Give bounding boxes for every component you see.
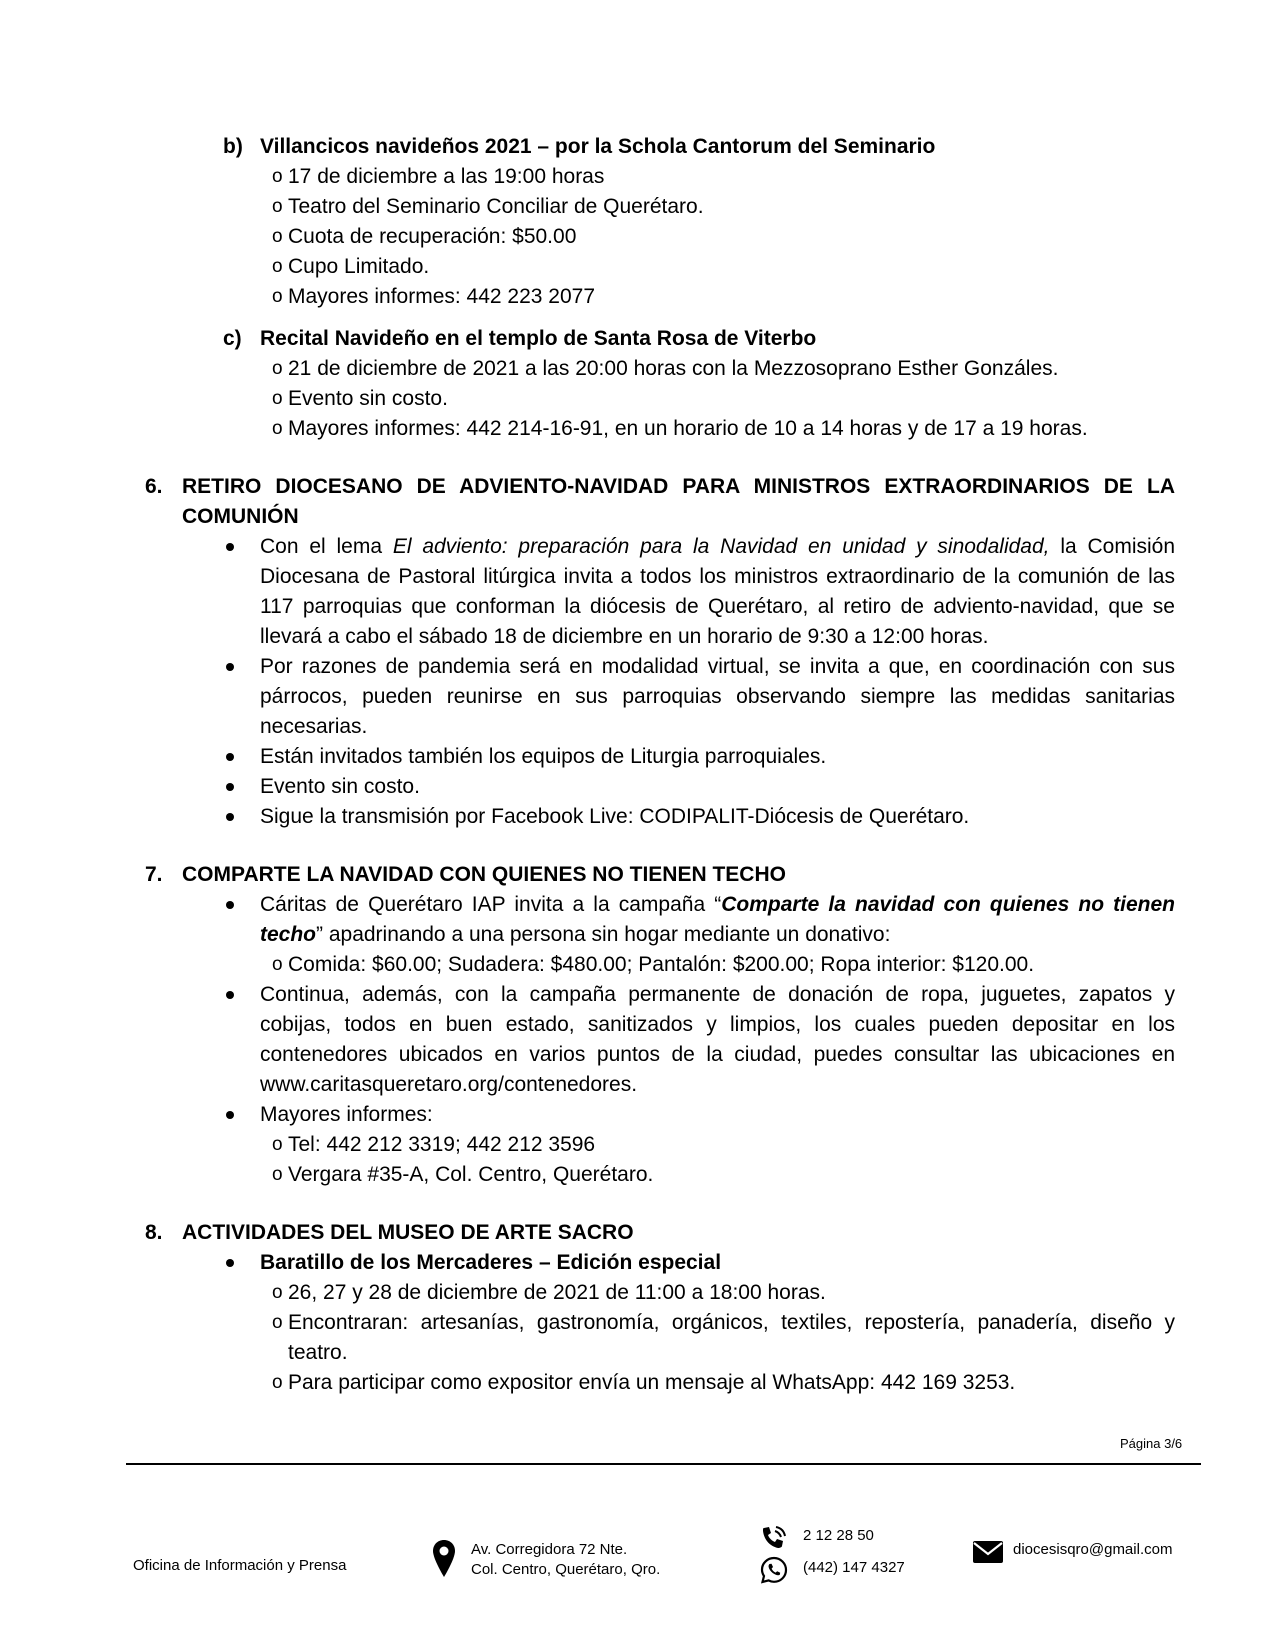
event-title: Baratillo de los Mercaderes – Edición especial [260, 1251, 722, 1274]
list-item: o Cuota de recuperación: $50.00 [272, 222, 1175, 252]
sub-list [260, 1278, 1175, 1398]
list-item: o Para participar como expositor envía un mensaje al WhatsApp: 442 169 3253. [272, 1368, 1175, 1398]
list-item: o 21 de diciembre de 2021 a las 20:00 horas con la Mezzosoprano Esther Gonzáles. [272, 354, 1175, 384]
subsection-list [260, 354, 1175, 444]
list-item [260, 532, 1175, 652]
list-item: Continua, además, con la campaña permanente de donación de ropa, juguetes, zapatos y cobijas, todos en buen estado, sanitizados y limpios, los cuales pueden depositar en los contenedores ubicados en varios puntos de la ciudad, puedes consultar las ubicaciones en www.caritasqueretaro.org/contenedores. [260, 980, 1175, 1100]
list-item-text: Cáritas de Querétaro IAP invita a la campaña “ [260, 893, 722, 916]
list-item: Están invitados también los equipos de Liturgia parroquiales. [260, 742, 1175, 772]
page-number: Página 3/6 [1120, 1436, 1183, 1451]
section-7 [145, 860, 1175, 1190]
motto-text: El adviento: preparación para la Navidad en unidad y sinodalidad, [392, 535, 1050, 558]
office-name: Oficina de Información y Prensa [133, 1557, 347, 1574]
list-item [260, 890, 1175, 980]
subsection-list [260, 162, 1175, 312]
section-8 [145, 1218, 1175, 1398]
list-item: o 17 de diciembre a las 19:00 horas [272, 162, 1175, 192]
sub-list [260, 950, 1175, 980]
subsection-c [145, 324, 1175, 444]
list-item: o Cupo Limitado. [272, 252, 1175, 282]
list-item: Por razones de pandemia será en modalidad virtual, se invita a que, en coordinación con sus párrocos, pueden reunirse en sus parroquias observando siempre las medidas sanitarias necesarias. [260, 652, 1175, 742]
email-address[interactable]: diocesisqro@gmail.com [1013, 1541, 1173, 1558]
list-item-text: la Comisión Diocesana de Pastoral litúrgica invita a todos los ministros extraordinario de la comunión de las 117 parroquias que conforman la diócesis de Querétaro, al retiro de adviento-navidad, que se llevará a cabo el sábado 18 de diciembre en un horario de 9:30 a 12:00 horas. [260, 535, 1176, 648]
list-item: o Teatro del Seminario Conciliar de Querétaro. [272, 192, 1175, 222]
list-item: o Mayores informes: 442 214-16-91, en un horario de 10 a 14 horas y de 17 a 19 horas. [272, 414, 1175, 444]
phone-icon [760, 1525, 788, 1557]
list-item-text: Con el lema [260, 535, 393, 558]
list-item: o Encontraran: artesanías, gastronomía, orgánicos, textiles, repostería, panadería, diseño y teatro. [272, 1308, 1175, 1368]
list-item: o Tel: 442 212 3319; 442 212 3596 [272, 1130, 1175, 1160]
subsection-title: Recital Navideño en el templo de Santa Rosa de Viterbo [260, 327, 817, 350]
whatsapp-icon [760, 1556, 788, 1590]
section-number: 6. [145, 475, 163, 498]
bullet-list [145, 1248, 1175, 1398]
list-item: Sigue la transmisión por Facebook Live: CODIPALIT-Diócesis de Querétaro. [260, 802, 1175, 832]
list-item: Evento sin costo. [260, 772, 1175, 802]
section-title: COMPARTE LA NAVIDAD CON QUIENES NO TIENEN TECHO [182, 863, 786, 886]
section-6 [145, 472, 1175, 832]
location-pin-icon [432, 1539, 456, 1585]
subsection-b [145, 132, 1175, 312]
subsection-letter: b) [223, 135, 243, 158]
sub-list [260, 1130, 1175, 1190]
subsection-title: Villancicos navideños 2021 – por la Schola Cantorum del Seminario [260, 135, 936, 158]
list-item: o Vergara #35-A, Col. Centro, Querétaro. [272, 1160, 1175, 1190]
whatsapp-number: (442) 147 4327 [803, 1559, 905, 1576]
campaign-name: Comparte la navidad con quienes no tienen techo [260, 893, 1175, 946]
subsection-heading [223, 132, 1175, 162]
list-item: o 26, 27 y 28 de diciembre de 2021 de 11:00 a 18:00 horas. [272, 1278, 1175, 1308]
list-item [260, 1248, 1175, 1398]
address-line: Av. Corregidora 72 Nte. [471, 1541, 628, 1558]
bullet-list [145, 890, 1175, 1190]
phone-number: 2 12 28 50 [803, 1527, 874, 1544]
footer-divider [126, 1463, 1201, 1465]
envelope-icon [972, 1540, 1004, 1570]
list-item-text: ” apadrinando a una persona sin hogar mediante un donativo: [316, 923, 891, 946]
section-title: ACTIVIDADES DEL MUSEO DE ARTE SACRO [182, 1221, 634, 1244]
list-item: o Comida: $60.00; Sudadera: $480.00; Pantalón: $200.00; Ropa interior: $120.00. [272, 950, 1175, 980]
address [471, 1540, 660, 1580]
section-title: RETIRO DIOCESANO DE ADVIENTO-NAVIDAD PARA MINISTROS EXTRAORDINARIOS DE LA COMUNIÓN [182, 475, 1175, 528]
address-line: Col. Centro, Querétaro, Qro. [471, 1561, 661, 1578]
list-item-text: Mayores informes: [260, 1103, 433, 1126]
list-item: o Evento sin costo. [272, 384, 1175, 414]
document-body [145, 132, 1175, 1398]
list-item: o Mayores informes: 442 223 2077 [272, 282, 1175, 312]
subsection-letter: c) [223, 327, 242, 350]
section-number: 7. [145, 863, 163, 886]
bullet-list [145, 532, 1175, 832]
list-item [260, 1100, 1175, 1190]
section-number: 8. [145, 1221, 163, 1244]
subsection-heading [223, 324, 1175, 354]
